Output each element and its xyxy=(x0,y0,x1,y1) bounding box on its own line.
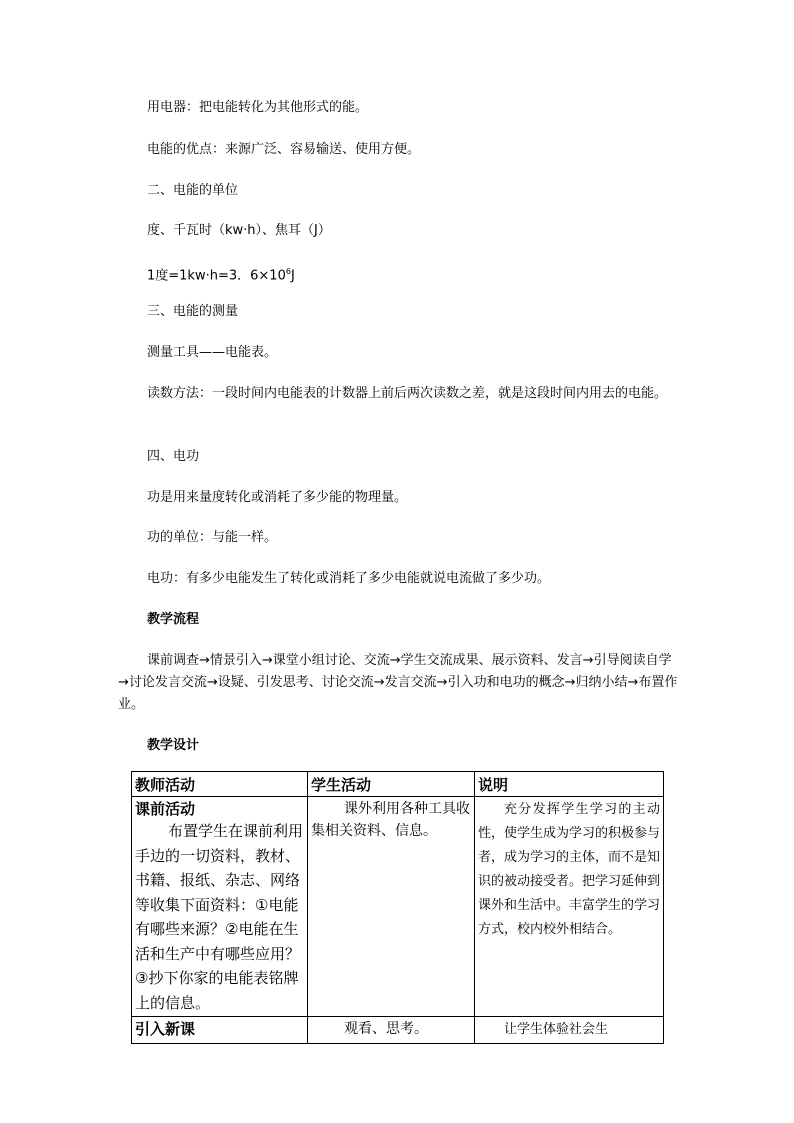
header-teacher: 教师活动 xyxy=(132,772,308,797)
header-note: 说明 xyxy=(475,772,664,797)
paragraph-electric-work: 电功：有多少电能发生了转化或消耗了多少电能就说电流做了多少功。 xyxy=(147,571,551,586)
section-heading-units: 二、电能的单位 xyxy=(147,183,239,198)
section-heading-work: 四、电功 xyxy=(147,449,200,464)
conversion-text: 1度=1kw·h=3．6×10 xyxy=(147,268,286,284)
cell-note xyxy=(475,1017,664,1044)
student-text: 观看、思考。 xyxy=(344,1021,428,1037)
cell-student-activity xyxy=(308,1017,475,1044)
paragraph-work-unit: 功的单位：与能一样。 xyxy=(147,530,278,545)
conversion-unit: J xyxy=(290,268,295,284)
table-row xyxy=(132,1017,664,1044)
note-text: 让学生体验社会生 xyxy=(504,1022,609,1037)
row-title: 课前活动 xyxy=(135,800,196,818)
teaching-design-table xyxy=(131,771,664,1044)
table-header-row xyxy=(132,772,664,797)
cell-student-activity xyxy=(308,797,475,1017)
flow-heading: 教学流程 xyxy=(147,612,200,627)
paragraph-meter: 测量工具——电能表。 xyxy=(147,345,278,360)
paragraph-units: 度、千瓦时（kw·h）、焦耳（J） xyxy=(147,223,331,238)
paragraph-reading-method: 读数方法：一段时间内电能表的计数器上前后两次读数之差，就是这段时间内用去的电能。 xyxy=(147,386,668,401)
note-text: 充分发挥学生学习的主动性，使学生成为学习的积极参与者，成为学习的主体，而不是知识的被动接受者。把学习延伸到课外和生活中。丰富学生的学习方式，校内校外相结合。 xyxy=(478,802,661,937)
cell-teacher-activity xyxy=(132,797,308,1017)
conversion-exponent: 6 xyxy=(285,267,291,276)
header-student: 学生活动 xyxy=(308,772,475,797)
teacher-text: 布置学生在课前利用手边的一切资料，教材、书籍、报纸、杂志、网络等收集下面资料：①电能有哪些来源？②电能在生活和生产中有哪些应用？③抄下你家的电能表铭牌上的信息。 xyxy=(135,822,304,1012)
section-heading-measurement: 三、电能的测量 xyxy=(147,304,239,319)
cell-teacher-activity xyxy=(132,1017,308,1044)
flow-text: 课前调查→情景引入→课堂小组讨论、交流→学生交流成果、展示资料、发言→引导阅读自学→讨论发言交流→设疑、引发思考、讨论交流→发言交流→引入功和电功的概念→归纳小结→布置作业。 xyxy=(118,653,678,712)
cell-note xyxy=(475,797,664,1017)
design-heading: 教学设计 xyxy=(147,738,200,753)
paragraph-advantages: 电能的优点：来源广泛、容易输送、使用方便。 xyxy=(147,142,421,157)
table-row xyxy=(132,797,664,1017)
paragraph-appliance: 用电器：把电能转化为其他形式的能。 xyxy=(147,100,369,115)
student-text: 课外利用各种工具收集相关资料、信息。 xyxy=(311,801,470,839)
paragraph-conversion xyxy=(118,261,678,287)
row-title: 引入新课 xyxy=(135,1020,196,1038)
paragraph-work-definition: 功是用来量度转化或消耗了多少能的物理量。 xyxy=(147,490,408,505)
